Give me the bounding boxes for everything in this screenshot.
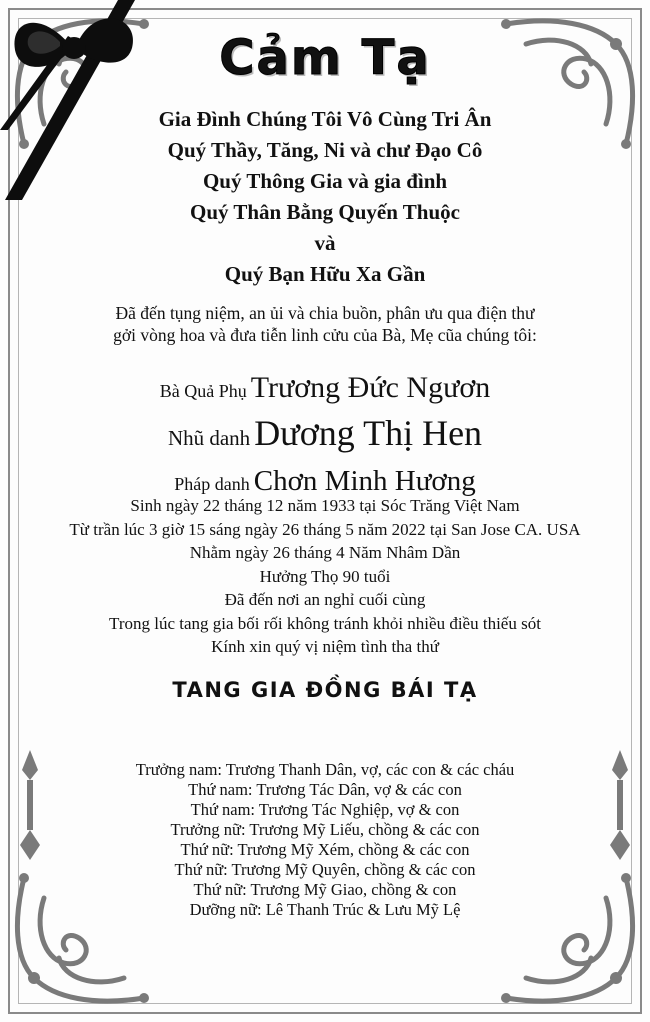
family-member: Thứ nữ: Trương Mỹ Quyên, chồng & các con	[174, 860, 476, 879]
family-member: Thứ nam: Trương Tác Dân, vợ & các con	[188, 780, 462, 799]
dharma-label: Pháp danh	[174, 474, 250, 494]
intro-line: gởi vòng hoa và đưa tiễn linh cửu của Bà, Mẹ cũa chúng tôi:	[113, 325, 537, 345]
family-member: Dưỡng nữ: Lê Thanh Trúc & Lưu Mỹ Lệ	[189, 900, 461, 919]
maiden-label: Nhũ danh	[167, 426, 251, 450]
detail-line: Từ trần lúc 3 giờ 15 sáng ngày 26 tháng 5 năm 2022 tại San Jose CA. USA	[69, 519, 581, 539]
detail-line: Trong lúc tang gia bối rối không tránh khỏi nhiều điều thiếu sót	[109, 613, 541, 633]
thanks-line: Quý Thông Gia và gia đình	[202, 169, 448, 193]
family-member: Thứ nữ: Trương Mỹ Xém, chồng & các con	[180, 840, 470, 859]
family-list	[40, 760, 610, 920]
family-member: Thứ nam: Trương Tác Nghiệp, vợ & con	[190, 800, 460, 819]
thanks-line: Gia Đình Chúng Tôi Vô Cùng Tri Ân	[158, 107, 492, 131]
intro-line: Đã đến tụng niệm, an ủi và chia buồn, phân ưu qua điện thư	[115, 303, 535, 323]
thanks-line: Quý Thân Bằng Quyến Thuộc	[189, 200, 460, 224]
title-label: Bà Quả Phụ	[159, 381, 247, 401]
thanks-section	[40, 104, 610, 290]
deceased-name: Trương Đức Ngươn	[250, 371, 491, 404]
deceased-block	[40, 368, 610, 506]
thanks-line: Quý Thầy, Tăng, Ni và chư Đạo Cô	[167, 138, 483, 162]
page-title: Cảm Tạ	[219, 30, 431, 86]
detail-line: Đã đến nơi an nghỉ cuối cùng	[224, 590, 426, 609]
deceased-name-line	[40, 368, 610, 413]
detail-line: Hưởng Thọ 90 tuổi	[259, 566, 391, 586]
thanks-line: Quý Bạn Hữu Xa Gần	[224, 262, 426, 286]
dharma-name: Chơn Minh Hương	[253, 465, 476, 497]
details-section	[40, 494, 610, 659]
detail-line: Kính xin quý vị niệm tình tha thứ	[211, 637, 439, 656]
detail-line: Nhằm ngày 26 tháng 4 Năm Nhâm Dần	[189, 543, 461, 562]
family-member: Thứ nữ: Trương Mỹ Giao, chồng & con	[193, 880, 457, 899]
thanks-line: và	[314, 231, 336, 255]
intro-paragraph	[40, 302, 610, 346]
family-member: Trưởng nữ: Trương Mỹ Liếu, chồng & các con	[170, 820, 480, 839]
maiden-name-line	[40, 413, 610, 461]
maiden-name: Dương Thị Hen	[254, 413, 483, 453]
family-member: Trưởng nam: Trương Thanh Dân, vợ, các con & các cháu	[135, 760, 515, 779]
detail-line: Sinh ngày 22 tháng 12 năm 1933 tại Sóc Trăng Việt Nam	[130, 496, 520, 515]
family-signature-heading: TANG GIA ĐỒNG BÁI TẠ	[172, 678, 478, 702]
